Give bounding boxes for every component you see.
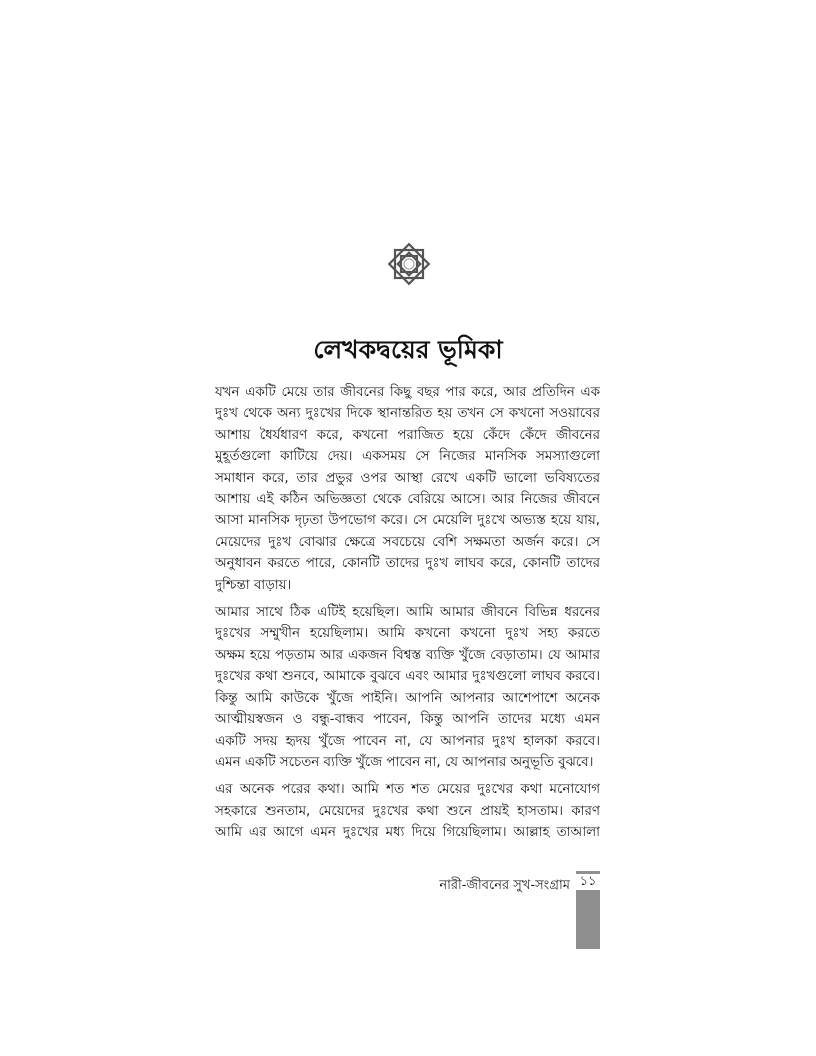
text-line: সহকারে শুনতাম, মেয়েদের দুঃখের কথা শুনে প্রায়ই হাসতাম। কারণ [215,803,600,819]
paragraph-1 [215,382,600,596]
octagram-knot-ornament-icon [383,238,435,290]
paragraph-2 [215,602,600,773]
page-number: ১১ [576,874,600,890]
text-line: মুহূর্তগুলো কাটিয়ে দেয়। একসময় সে নিজের মানসিক সমস্যাগুলো [215,449,600,465]
text-line: অক্ষম হয়ে পড়তাম আর একজন বিশ্বস্ত ব্যক্তি খুঁজে বেড়াতাম। যে আমার [215,647,600,663]
page-title: লেখকদ্বয়ের ভূমিকা [313,335,503,364]
text-line: দুঃখের সম্মুখীন হয়েছিলাম। আমি কখনো কখনো দুঃখ সহ্য করতে [215,626,600,642]
text-line: যখন একটি মেয়ে তার জীবনের কিছু বছর পার করে, আর প্রতিদিন এক [215,385,600,400]
text-line: দুঃখের কথা শুনবে, আমাকে বুঝবে এবং আমার দুঃখগুলো লাঘব করবে। [215,669,600,685]
text-line: দুশ্চিন্তা বাড়ায়। [215,577,292,593]
text-line: আশায় ধৈর্যধারণ করে, কখনো পরাজিত হয়ে কেঁদে কেঁদে জীবনের [215,427,600,443]
text-line: আমি এর আগে এমন দুঃখের মধ্য দিয়ে গিয়েছিলাম। আল্লাহ তাআলা [215,825,600,841]
text-line: মেয়েদের দুঃখ বোঝার ক্ষেত্রে সবচেয়ে বেশি সক্ষমতা অর্জন করে। সে [215,534,600,550]
text-line: এর অনেক পরের কথা। আমি শত শত মেয়ের দুঃখের কথা মনোযোগ [215,782,600,798]
text-line: আমার সাথে ঠিক এটিই হয়েছিল। আমি আমার জীবনে বিভিন্ন ধরনের [215,605,600,621]
text-line: আসা মানসিক দৃঢ়তা উপভোগ করে। সে মেয়েলি দুঃখে অভ্যস্ত হয়ে যায়, [215,513,600,529]
text-line: অনুধাবন করতে পারে, কোনটি তাদের দুঃখ লাঘব করে, কোনটি তাদের [215,556,600,572]
text-line: আত্মীয়স্বজন ও বন্ধু-বান্ধব পাবেন, কিন্তু আপনি তাদের মধ্যে এমন [215,712,600,728]
running-footer-title: নারী-জীবনের সুখ-সংগ্রাম [439,878,570,893]
text-line: একটি সদয় হৃদয় খুঁজে পাবেন না, যে আপনার দুঃখ হালকা করবে। [215,733,600,749]
text-line: এমন একটি সচেতন ব্যক্তি খুঁজে পাবেন না, যে আপনার অনুভূতি বুঝবে। [215,754,594,770]
text-line: সমাধান করে, তার প্রভুর ওপর আস্থা রেখে একটি ভালো ভবিষ্যতের [215,470,600,486]
paragraph-3 [215,779,600,843]
body-text [215,382,600,850]
text-line: আশায় এই কঠিন অভিজ্ঞতা থেকে বেরিয়ে আসে। আর নিজের জীবনে [215,492,600,508]
text-line: কিন্তু আমি কাউকে খুঁজে পাইনি। আপনি আপনার আশেপাশে অনেক [215,690,600,706]
text-line: দুঃখ থেকে অন্য দুঃখের দিকে স্থানান্তরিত হয় তখন সে কখনো সওয়াবের [215,406,600,422]
